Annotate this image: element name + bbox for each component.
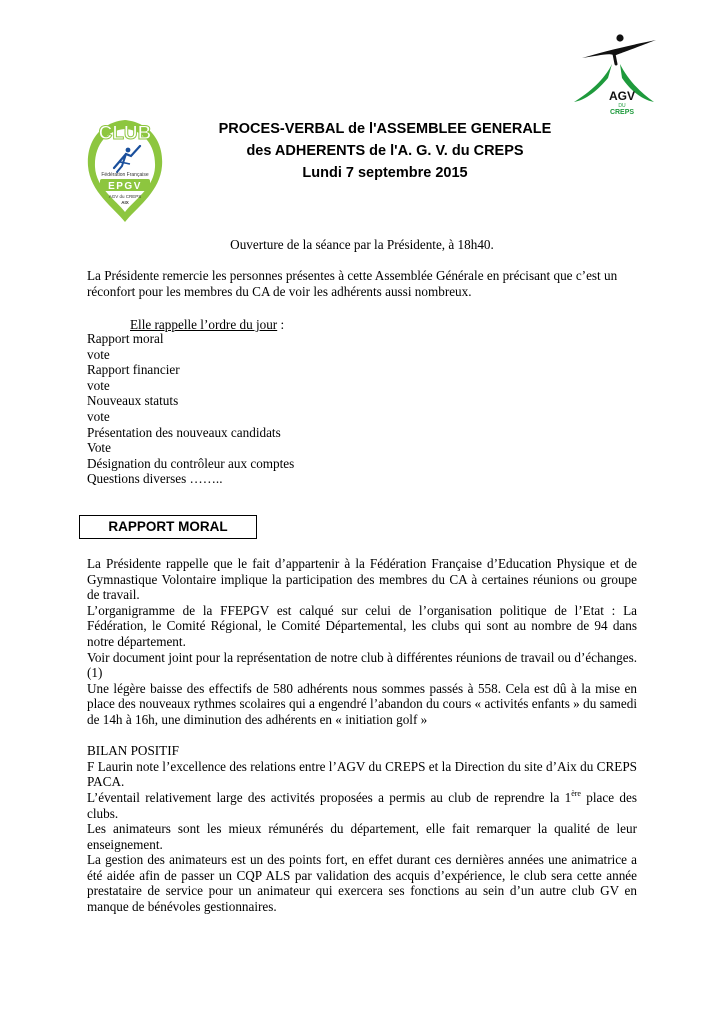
agenda-item: vote [87,346,110,362]
bilan-paragraph-3: Les animateurs sont les mieux rémunérés du département, elle fait remarquer la qualité de leur enseignement. [87,821,637,852]
agenda-item: vote [87,377,110,393]
agenda-list [87,331,637,487]
agv-creps-logo [568,30,660,122]
rapport-paragraph-1: La Présidente rappelle que le fait d’appartenir à la Fédération Française d’Education Physique et de Gymnastique Volontaire implique la participation des membres du CA à certaines réunions ou groupe de travail. [87,556,637,603]
title-line-2: des ADHERENTS de l'A. G. V. du CREPS [246,143,524,159]
document-title [180,118,590,184]
agenda-item: Vote [87,440,111,456]
agenda-item: Rapport moral [87,331,164,346]
gymnast-icon [582,34,656,64]
agenda-intro-suffix: : [277,317,285,332]
bilan-2-text: L’éventail relativement large des activités proposées a permis au club de reprendre la 1 [87,789,572,805]
agenda-item: vote [87,408,110,424]
bilan-2-text-end: place des clubs. [87,789,637,821]
agv-creps-text: AGV du CREPS [108,194,142,199]
rapport-paragraph-4: Une légère baisse des effectifs de 580 adhérents nous sommes passés à 558. Cela est dû à la mise en place des nouveaux rythmes scolaires qui a engendré l’abandon du cours « activités enfants » du samedi de 14h à 16h, une diminution des adhérents en « initiation golf » [87,680,637,727]
spacer [87,728,637,744]
federation-text: Fédération Française [101,172,149,178]
agenda-item: Désignation du contrôleur aux comptes [87,455,295,471]
rapport-paragraph-3: Voir document joint pour la représentation de notre club à différentes réunions de travail ou d’échanges.(1) [87,649,637,681]
superscript-ere: ère [571,788,581,798]
club-epgv-logo [84,112,166,224]
opening-line: Ouverture de la séance par la Présidente, à 18h40. [230,237,494,252]
bilan-paragraph-2 [87,790,637,821]
rapport-paragraph-2: L’organigramme de la FFEPGV est calqué sur celui de l’organisation politique de l’Etat : La Fédération, le Comité Régional, le Comité Départemental, les clubs qui sont au nombre de 94 dans notre département. [87,602,637,649]
aix-text: AIX [121,200,129,205]
creps-text: CREPS [609,109,635,116]
agenda-intro: Elle rappelle l’ordre du jour [130,317,278,332]
bilan-paragraph-1: F Laurin note l’excellence des relations entre l’AGV du CREPS et la Direction du site d’Aix du CREPS PACA. [87,758,637,790]
epgv-text: EPGV [108,181,142,192]
title-line-1: PROCES-VERBAL de l'ASSEMBLEE GENERALE [218,121,552,137]
agenda-item: Nouveaux statuts [87,393,179,409]
thanks-line-2: réconfort pour les membres du CA de voir les adhérents aussi nombreux. [87,283,472,299]
section-heading-rapport-moral: RAPPORT MORAL [79,515,257,539]
title-line-3: Lundi 7 septembre 2015 [302,165,468,181]
club-logo-text: CLUB [98,123,152,144]
agenda-item: Présentation des nouveaux candidats [87,424,281,440]
thanks-line-1: La Présidente remercie les personnes présentes à cette Assemblée Générale en précisant que c’est un [87,268,618,283]
du-text: DU [618,103,626,109]
agenda-item: Rapport financier [87,362,180,378]
bilan-positif-heading: BILAN POSITIF [87,743,179,759]
agenda-item: Questions diverses …….. [87,471,223,487]
thanks-paragraph [87,268,637,299]
rapport-moral-body [87,556,637,915]
bilan-paragraph-4: La gestion des animateurs est un des points fort, en effet durant ces dernières années une animatrice a été aidée afin de passer un CQP ALS par validation des acquis d’expérience, le club sera cette année prestataire de service pour un animateur qui exercera ses fonctions au sein d’un autre club GV en manque de bénévoles gestionnaires. [87,852,637,915]
agv-text: AGV [608,89,636,103]
